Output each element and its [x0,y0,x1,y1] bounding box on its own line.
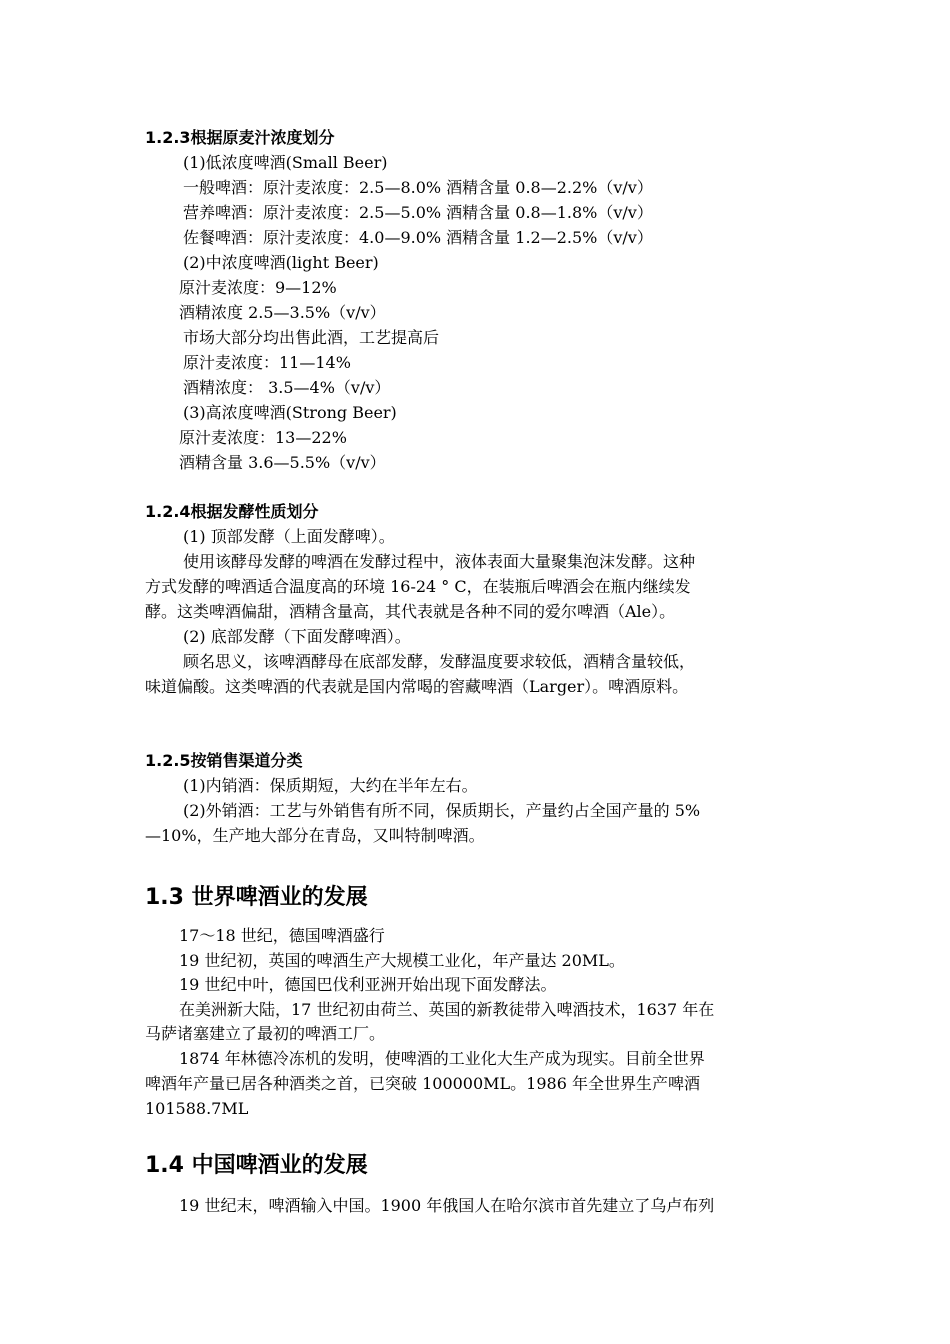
text-line: 马萨诸塞建立了最初的啤酒工厂。 [145,1024,386,1043]
text-line: 使用该酵母发酵的啤酒在发酵过程中，液体表面大量聚集泡沫发酵。这种 [183,552,696,571]
text-line: 19 世纪初，英国的啤酒生产大规模工业化，年产量达 20ML。 [179,951,625,970]
section-heading-1-2-3: 1.2.3根据原麦汁浓度划分 [145,128,335,147]
text-line: 一般啤酒：原汁麦浓度：2.5—8.0% 酒精含量 0.8—2.2%（v/v） [183,178,653,197]
text-line: 市场大部分均出售此酒，工艺提高后 [183,328,440,347]
text-line: 原汁麦浓度：13—22% [179,428,347,447]
text-line: 顾名思义，该啤酒酵母在底部发酵，发酵温度要求较低，酒精含量较低， [183,652,696,671]
text-line: 原汁麦浓度：11—14% [183,353,351,372]
text-line: 1874 年林德冷冻机的发明，使啤酒的工业化大生产成为现实。目前全世界 [179,1049,705,1068]
section-heading-1-2-5: 1.2.5按销售渠道分类 [145,751,303,770]
text-line: 101588.7ML [145,1099,249,1118]
text-line: 方式发酵的啤酒适合温度高的环境 16-24 ° C，在装瓶后啤酒会在瓶内继续发 [145,577,691,596]
text-line: 啤酒年产量已居各种酒类之首，已突破 100000ML。1986 年全世界生产啤酒 [145,1074,700,1093]
text-line: 17～18 世纪，德国啤酒盛行 [179,926,385,945]
section-heading-1-2-4: 1.2.4根据发酵性质划分 [145,502,319,521]
text-line: (1) 顶部发酵（上面发酵啤）。 [183,527,395,546]
section-heading-1-3: 1.3 世界啤酒业的发展 [145,885,368,910]
text-line: 19 世纪中叶，德国巴伐利亚洲开始出现下面发酵法。 [179,975,557,994]
text-line: 原汁麦浓度：9—12% [179,278,337,297]
text-line: 味道偏酸。这类啤酒的代表就是国内常喝的窖藏啤酒（Larger）。啤酒原料。 [145,677,689,696]
text-line: (3)高浓度啤酒(Strong Beer) [183,403,397,422]
text-line: (1)低浓度啤酒(Small Beer) [183,153,388,172]
text-line: 酒精浓度： 3.5—4%（v/v） [183,378,391,397]
text-line: (2)中浓度啤酒(light Beer) [183,253,379,272]
text-line: (2) 底部发酵（下面发酵啤酒）。 [183,627,411,646]
section-heading-1-4: 1.4 中国啤酒业的发展 [145,1153,368,1178]
text-line: 酒精含量 3.6—5.5%（v/v） [179,453,386,472]
text-line: (2)外销酒：工艺与外销售有所不同，保质期长，产量约占全国产量的 5% [183,801,701,820]
text-line: —10%，生产地大部分在青岛，又叫特制啤酒。 [145,826,485,845]
text-line: 佐餐啤酒：原汁麦浓度：4.0—9.0% 酒精含量 1.2—2.5%（v/v） [183,228,653,247]
text-line: 在美洲新大陆，17 世纪初由荷兰、英国的新教徒带入啤酒技术，1637 年在 [179,1000,715,1019]
text-line: 酒精浓度 2.5—3.5%（v/v） [179,303,386,322]
text-line: 19 世纪末，啤酒输入中国。1900 年俄国人在哈尔滨市首先建立了乌卢布列 [179,1196,715,1215]
text-line: 酵。这类啤酒偏甜，酒精含量高，其代表就是各种不同的爱尔啤酒（Ale）。 [145,602,676,621]
text-line: 营养啤酒：原汁麦浓度：2.5—5.0% 酒精含量 0.8—1.8%（v/v） [183,203,653,222]
text-line: (1)内销酒：保质期短，大约在半年左右。 [183,776,478,795]
